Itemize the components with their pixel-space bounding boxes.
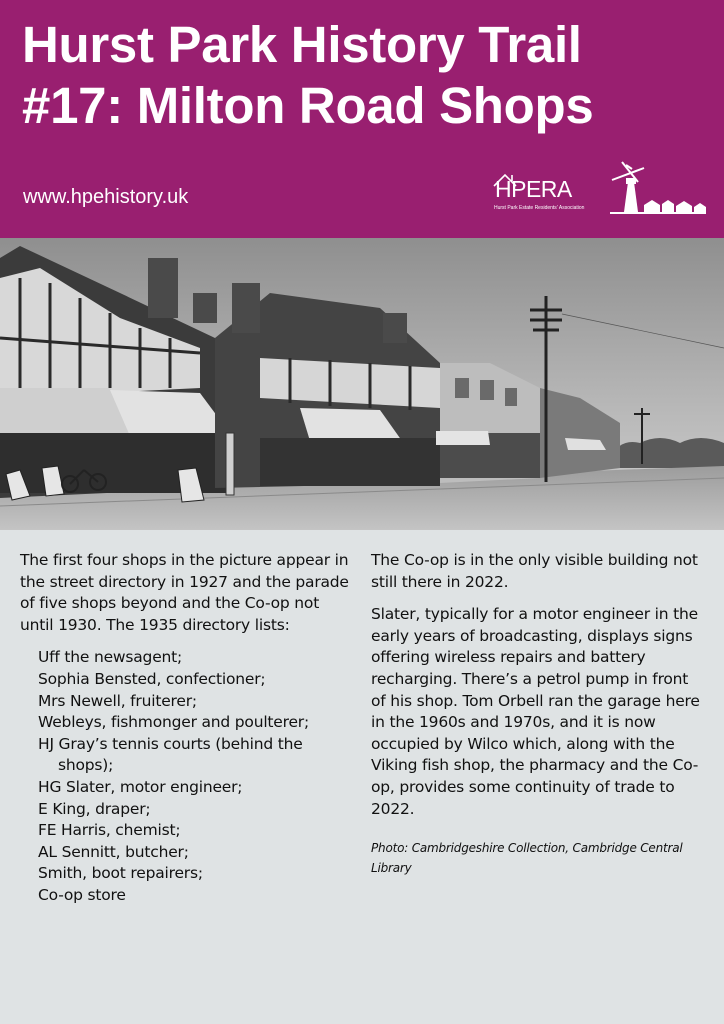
website-url[interactable]: www.hpehistory.uk — [23, 186, 189, 208]
slater-paragraph: Slater, typically for a motor engineer in the early years of broadcasting, displays signs offering wireless repairs and battery recharging. There’s a petrol pump in front of his shop. Tom Orbell ran the garage here in the 1960s and 1970s, and it is now occupied by Wilco which, along with the Viking fish shop, the pharmacy and the Co-op, provides some continuity of trade to 2022. — [371, 605, 700, 818]
header-banner — [0, 0, 724, 238]
list-item: Uff the newsagent; — [38, 648, 183, 667]
list-item: HJ Gray’s tennis courts (behind the shops); — [38, 734, 303, 775]
list-item: E King, draper; — [38, 799, 151, 818]
coop-paragraph: The Co-op is in the only visible building not still there in 2022. — [371, 551, 698, 591]
list-item: HG Slater, motor engineer; — [38, 777, 243, 796]
list-item: FE Harris, chemist; — [38, 821, 181, 840]
title-line-2: #17: Milton Road Shops — [22, 77, 594, 134]
intro-paragraph: The first four shops in the picture appear in the street directory in 1927 and the parade of five shops beyond and the Co-op not until 1930. The 1935 directory lists: — [20, 551, 349, 634]
right-column — [371, 550, 706, 878]
historic-photo — [0, 238, 724, 530]
directory-list — [20, 647, 350, 906]
list-item: Mrs Newell, fruiterer; — [38, 691, 197, 710]
windmill-icon — [610, 160, 706, 216]
page-title — [22, 14, 593, 136]
list-item: AL Sennitt, butcher; — [38, 842, 189, 861]
list-item: Webleys, fishmonger and poulterer; — [38, 713, 309, 732]
photo-credit: Photo: Cambridgeshire Collection, Cambridge Central Library — [371, 841, 683, 876]
list-item: Sophia Bensted, confectioner; — [38, 669, 266, 688]
list-item: Co-op store — [38, 885, 126, 904]
logo-letters: HPERA — [495, 176, 572, 202]
hpera-logo — [490, 172, 598, 216]
logo-subtitle: Hurst Park Estate Residents' Association — [494, 205, 585, 211]
milton-road-shops-photo — [0, 238, 724, 530]
title-line-1: Hurst Park History Trail — [22, 16, 582, 73]
left-column — [20, 550, 350, 907]
list-item: Smith, boot repairers; — [38, 864, 203, 883]
